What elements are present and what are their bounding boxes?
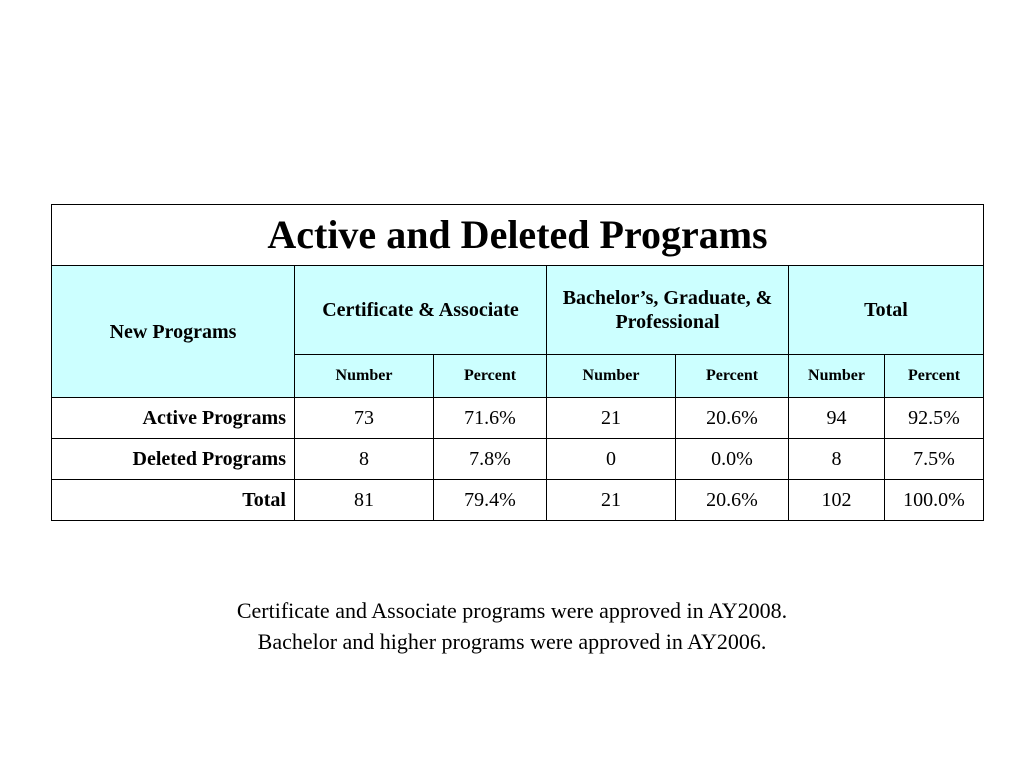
row-label-total: Total	[52, 480, 295, 521]
caption-line-1: Certificate and Associate programs were approved in AY2008.	[236, 598, 788, 623]
table-cell: 20.6%	[676, 398, 789, 439]
row-label-active: Active Programs	[52, 398, 295, 439]
subheader-percent: Percent	[885, 355, 984, 398]
table-cell: 21	[547, 398, 676, 439]
subheader-number: Number	[789, 355, 885, 398]
table-cell: 71.6%	[434, 398, 547, 439]
table-row-active	[52, 398, 984, 439]
table-cell: 7.8%	[434, 439, 547, 480]
table-cell: 81	[295, 480, 434, 521]
subheader-percent: Percent	[434, 355, 547, 398]
group-header-total: Total	[789, 266, 984, 355]
caption-line-2: Bachelor and higher programs were approved in AY2006.	[257, 629, 767, 654]
table-cell: 7.5%	[885, 439, 984, 480]
subheader-percent: Percent	[676, 355, 789, 398]
table-cell: 94	[789, 398, 885, 439]
table-row-deleted	[52, 439, 984, 480]
table-cell: 102	[789, 480, 885, 521]
table-cell: 0	[547, 439, 676, 480]
table-cell: 73	[295, 398, 434, 439]
table-title: Active and Deleted Programs	[52, 205, 984, 266]
row-label-deleted: Deleted Programs	[52, 439, 295, 480]
table-cell: 79.4%	[434, 480, 547, 521]
table-cell: 100.0%	[885, 480, 984, 521]
table-cell: 0.0%	[676, 439, 789, 480]
subheader-number: Number	[547, 355, 676, 398]
table-cell: 21	[547, 480, 676, 521]
table-row-total	[52, 480, 984, 521]
table-cell: 8	[789, 439, 885, 480]
row-header-new-programs: New Programs	[52, 266, 295, 398]
table-cell: 92.5%	[885, 398, 984, 439]
programs-table	[51, 204, 984, 521]
table-cell: 20.6%	[676, 480, 789, 521]
subheader-number: Number	[295, 355, 434, 398]
group-header-certificate-associate: Certificate & Associate	[295, 266, 547, 355]
table-cell: 8	[295, 439, 434, 480]
group-header-bachelors-graduate: Bachelor’s, Graduate, & Professional	[547, 266, 789, 355]
caption	[0, 595, 1024, 657]
